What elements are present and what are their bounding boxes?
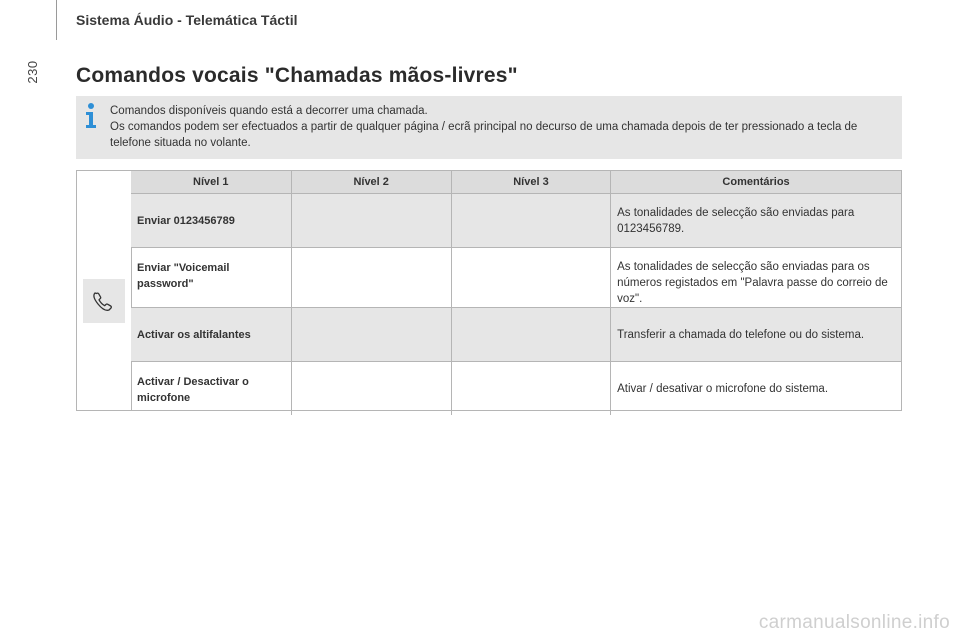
header-level-1: Nível 1 xyxy=(131,171,291,194)
cell-level-2 xyxy=(291,248,451,308)
cell-level-2 xyxy=(291,194,451,248)
phone-icon-column xyxy=(77,171,132,410)
section-header: Sistema Áudio - Telemática Táctil xyxy=(76,12,298,28)
cell-level-3 xyxy=(451,308,610,362)
cell-level-2 xyxy=(291,308,451,362)
table-row xyxy=(131,194,901,248)
header-level-2: Nível 2 xyxy=(291,171,451,194)
voice-commands-table xyxy=(76,170,902,411)
cell-level-1: Activar / Desactivar o microfone xyxy=(137,376,249,404)
cell-level-1: Enviar 0123456789 xyxy=(131,194,291,248)
cell-level-3 xyxy=(451,362,610,416)
cell-level-3 xyxy=(451,248,610,308)
table-row xyxy=(131,308,901,362)
info-line-1: Comandos disponíveis quando está a decorrer uma chamada. xyxy=(110,105,428,117)
info-text xyxy=(110,103,890,151)
page-number: 230 xyxy=(25,60,40,84)
cell-comment: As tonalidades de selecção são enviadas para 0123456789. xyxy=(611,194,901,248)
table-header-row xyxy=(131,171,901,194)
watermark: carmanualsonline.info xyxy=(758,612,950,633)
header-level-3: Nível 3 xyxy=(451,171,610,194)
header-comments: Comentários xyxy=(611,171,901,194)
info-box xyxy=(76,96,902,159)
cell-level-1: Enviar "Voicemail password" xyxy=(131,248,291,308)
cell-level-2 xyxy=(291,362,451,416)
phone-icon-box xyxy=(83,279,125,323)
table-row xyxy=(131,248,901,308)
page-margin-line xyxy=(56,0,57,40)
cell-level-3 xyxy=(451,194,610,248)
cell-comment: Transferir a chamada do telefone ou do sistema. xyxy=(611,308,901,362)
page-title: Comandos vocais "Chamadas mãos-livres" xyxy=(76,64,518,87)
table-row xyxy=(131,362,901,416)
info-line-2: Os comandos podem ser efectuados a partir de qualquer página / ecrã principal no decurso de uma chamada depois de ter pressionado a tecla de telefone situada no volante. xyxy=(110,121,858,149)
commands-table xyxy=(131,171,901,415)
phone-icon xyxy=(83,279,125,323)
cell-comment: As tonalidades de selecção são enviadas para os números registados em "Palavra passe do correio de voz". xyxy=(611,248,901,308)
cell-level-1: Activar os altifalantes xyxy=(131,308,291,362)
cell-comment: Ativar / desativar o microfone do sistema. xyxy=(611,362,901,416)
info-icon xyxy=(82,102,100,130)
